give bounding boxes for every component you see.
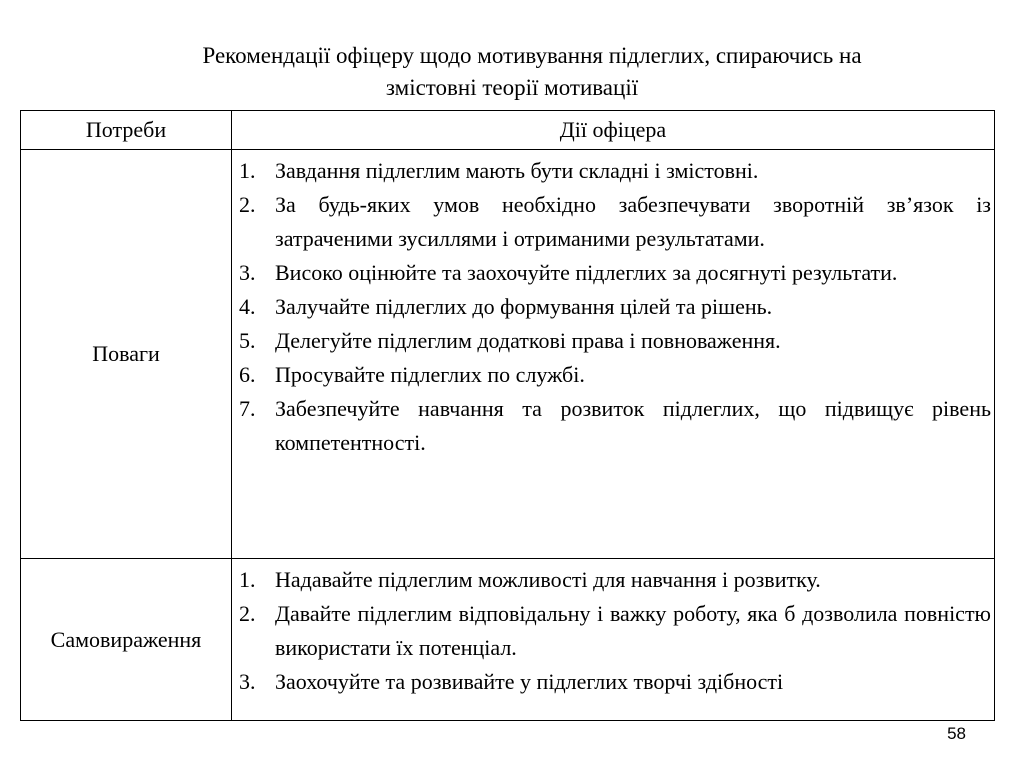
item-text: Заохочуйте та розвивайте у підлеглих творчі здібності	[275, 669, 784, 694]
item-text: Високо оцінюйте та заохочуйте підлеглих за досягнуті результати.	[275, 260, 898, 285]
table-row	[21, 559, 995, 721]
list-item	[235, 256, 991, 290]
item-text: Завдання підлеглим мають бути складні і змістовні.	[275, 158, 759, 183]
actions-cell	[232, 559, 995, 721]
item-text: За будь-яких умов необхідно забезпечувати зворотній зв’язок із затраченими зусиллями і отриманими результатами.	[275, 192, 991, 251]
actions-list	[235, 563, 991, 699]
item-text: Забезпечуйте навчання та розвиток підлеглих, що підвищує рівень компетентності.	[275, 396, 991, 455]
recommendations-table	[20, 110, 995, 721]
list-item	[235, 188, 991, 256]
page-title	[0, 40, 1024, 104]
item-text: Залучайте підлеглих до формування цілей та рішень.	[275, 294, 773, 319]
item-number: 1.	[239, 158, 256, 183]
list-item	[235, 563, 991, 597]
list-item	[235, 358, 991, 392]
item-number: 4.	[239, 294, 256, 319]
list-item	[235, 665, 991, 699]
need-cell: Поваги	[21, 150, 232, 559]
item-number: 2.	[239, 601, 256, 626]
list-item	[235, 392, 991, 460]
list-item	[235, 324, 991, 358]
item-number: 6.	[239, 362, 256, 387]
list-item	[235, 154, 991, 188]
title-line-1: Рекомендації офіцеру щодо мотивування підлеглих, спираючись на	[202, 43, 862, 68]
title-line-2: змістовні теорії мотивації	[385, 75, 639, 100]
item-number: 1.	[239, 567, 256, 592]
item-number: 3.	[239, 669, 256, 694]
actions-list	[235, 154, 991, 460]
item-text: Делегуйте підлеглим додаткові права і повноваження.	[275, 328, 781, 353]
actions-cell	[232, 150, 995, 559]
item-number: 3.	[239, 260, 256, 285]
item-text: Надавайте підлеглим можливості для навчання і розвитку.	[275, 567, 821, 592]
item-number: 5.	[239, 328, 256, 353]
need-cell: Самовираження	[21, 559, 232, 721]
item-text: Просувайте підлеглих по службі.	[275, 362, 585, 387]
item-text: Давайте підлеглим відповідальну і важку роботу, яка б дозволила повністю використати їх потенціал.	[275, 601, 991, 660]
list-item	[235, 597, 991, 665]
table-header-row	[21, 111, 995, 150]
header-needs: Потреби	[21, 111, 232, 150]
table-row	[21, 150, 995, 559]
page-number: 58	[947, 724, 966, 743]
list-item	[235, 290, 991, 324]
item-number: 7.	[239, 396, 256, 421]
header-actions: Дії офіцера	[232, 111, 995, 150]
item-number: 2.	[239, 192, 256, 217]
